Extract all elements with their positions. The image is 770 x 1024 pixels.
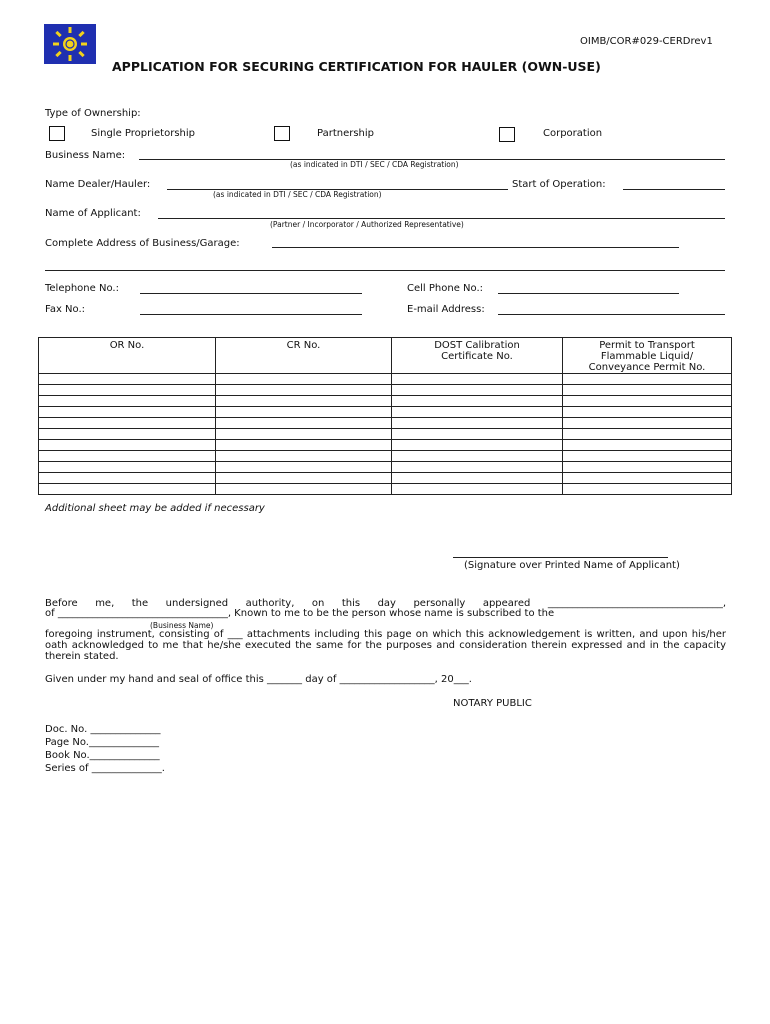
start-operation-label: Start of Operation: [512, 179, 606, 190]
table-cell[interactable] [216, 451, 392, 462]
email-label: E-mail Address: [407, 304, 485, 315]
table-cell[interactable] [39, 484, 216, 495]
table-cell[interactable] [563, 451, 732, 462]
table-cell[interactable] [392, 440, 563, 451]
applicant-signature-field[interactable] [453, 557, 668, 558]
acknowledgement-body: foregoing instrument, consisting of ___ attachments including this page on which this acknowledgement is written, and upon his/her oath acknowledged to me that he/she executed the same for the purposes and consideration therein expressed and in the capacity therein stated. [45, 629, 726, 662]
applicant-name-label: Name of Applicant: [45, 208, 141, 219]
table-cell[interactable] [563, 407, 732, 418]
table-cell[interactable] [216, 440, 392, 451]
table-row [39, 374, 732, 385]
table-cell[interactable] [216, 385, 392, 396]
sun-seal-icon [44, 24, 96, 64]
table-cell[interactable] [563, 418, 732, 429]
form-reference-code: OIMB/COR#029-CERDrev1 [580, 36, 713, 47]
book-no: Book No.______________ [45, 750, 160, 761]
table-cell[interactable] [39, 440, 216, 451]
table-cell[interactable] [216, 396, 392, 407]
table-cell[interactable] [392, 451, 563, 462]
start-operation-field[interactable] [623, 189, 725, 190]
dealer-name-label: Name Dealer/Hauler: [45, 179, 151, 190]
table-row [39, 473, 732, 484]
table-cell[interactable] [563, 385, 732, 396]
table-cell[interactable] [563, 473, 732, 484]
table-cell[interactable] [563, 462, 732, 473]
corporation-label: Corporation [543, 128, 603, 139]
table-cell[interactable] [216, 484, 392, 495]
cell-phone-label: Cell Phone No.: [407, 283, 483, 294]
table-cell[interactable] [39, 385, 216, 396]
table-row [39, 440, 732, 451]
table-cell[interactable] [216, 473, 392, 484]
table-cell[interactable] [392, 407, 563, 418]
agency-logo [44, 24, 96, 64]
address-label: Complete Address of Business/Garage: [45, 238, 240, 249]
table-cell[interactable] [216, 462, 392, 473]
fax-field[interactable] [140, 314, 362, 315]
table-row [39, 385, 732, 396]
page-no: Page No.______________ [45, 737, 159, 748]
applicant-name-field[interactable] [158, 218, 725, 219]
table-cell[interactable] [39, 418, 216, 429]
table-cell[interactable] [39, 451, 216, 462]
table-cell[interactable] [39, 473, 216, 484]
table-cell[interactable] [39, 462, 216, 473]
table-cell[interactable] [392, 429, 563, 440]
or-no-header: OR No. [39, 338, 216, 374]
table-cell[interactable] [563, 396, 732, 407]
partnership-checkbox[interactable] [274, 126, 290, 141]
acknowledgement-line-1: Before me, the undersigned authority, on this day personally appeared ___________________________________, [45, 598, 726, 609]
table-cell[interactable] [216, 374, 392, 385]
fax-label: Fax No.: [45, 304, 86, 315]
doc-no: Doc. No. ______________ [45, 724, 161, 735]
table-cell[interactable] [216, 407, 392, 418]
table-cell[interactable] [39, 429, 216, 440]
table-cell[interactable] [39, 396, 216, 407]
table-row [39, 429, 732, 440]
business-name-hint-2: (Business Name) [150, 621, 214, 630]
cell-phone-field[interactable] [498, 293, 679, 294]
table-row [39, 418, 732, 429]
table-cell[interactable] [563, 374, 732, 385]
table-cell[interactable] [563, 429, 732, 440]
vehicle-records-table [38, 337, 732, 495]
telephone-label: Telephone No.: [45, 283, 119, 294]
table-cell[interactable] [563, 440, 732, 451]
additional-sheet-note: Additional sheet may be added if necessary [45, 503, 265, 514]
table-cell[interactable] [392, 462, 563, 473]
table-row [39, 407, 732, 418]
address-field-line-2[interactable] [45, 270, 725, 271]
signature-caption: (Signature over Printed Name of Applicant) [464, 560, 680, 571]
address-field[interactable] [272, 247, 679, 248]
table-cell[interactable] [216, 418, 392, 429]
table-row [39, 484, 732, 495]
applicant-name-hint: (Partner / Incorporator / Authorized Representative) [270, 220, 464, 229]
table-cell[interactable] [392, 396, 563, 407]
single-proprietorship-label: Single Proprietorship [91, 128, 195, 139]
notary-public-label: NOTARY PUBLIC [453, 698, 532, 709]
permit-header: Permit to Transport Flammable Liquid/ Conveyance Permit No. [563, 338, 732, 374]
table-cell[interactable] [39, 374, 216, 385]
corporation-checkbox[interactable] [499, 127, 515, 142]
dost-certificate-header: DOST Calibration Certificate No. [392, 338, 563, 374]
acknowledgement-line-2: of __________________________________, Known to me to be the person whose name is subscribed to the [45, 608, 555, 619]
telephone-field[interactable] [140, 293, 362, 294]
table-cell[interactable] [392, 374, 563, 385]
given-under-seal: Given under my hand and seal of office this _______ day of ___________________, 20___. [45, 674, 472, 685]
table-cell[interactable] [392, 473, 563, 484]
table-cell[interactable] [392, 484, 563, 495]
table-cell[interactable] [39, 407, 216, 418]
partnership-label: Partnership [317, 128, 375, 139]
table-cell[interactable] [216, 429, 392, 440]
business-name-hint: (as indicated in DTI / SEC / CDA Registration) [290, 160, 459, 169]
dealer-name-hint: (as indicated in DTI / SEC / CDA Registration) [213, 190, 382, 199]
single-proprietorship-checkbox[interactable] [49, 126, 65, 141]
series-of: Series of ______________. [45, 763, 165, 774]
ownership-label: Type of Ownership: [45, 108, 141, 119]
business-name-label: Business Name: [45, 150, 126, 161]
table-cell[interactable] [392, 385, 563, 396]
cr-no-header: CR No. [216, 338, 392, 374]
form-title: APPLICATION FOR SECURING CERTIFICATION FOR HAULER (OWN-USE) [112, 59, 601, 74]
table-cell[interactable] [392, 418, 563, 429]
table-cell[interactable] [563, 484, 732, 495]
table-row [39, 451, 732, 462]
table-row [39, 396, 732, 407]
table-row [39, 462, 732, 473]
email-field[interactable] [498, 314, 725, 315]
